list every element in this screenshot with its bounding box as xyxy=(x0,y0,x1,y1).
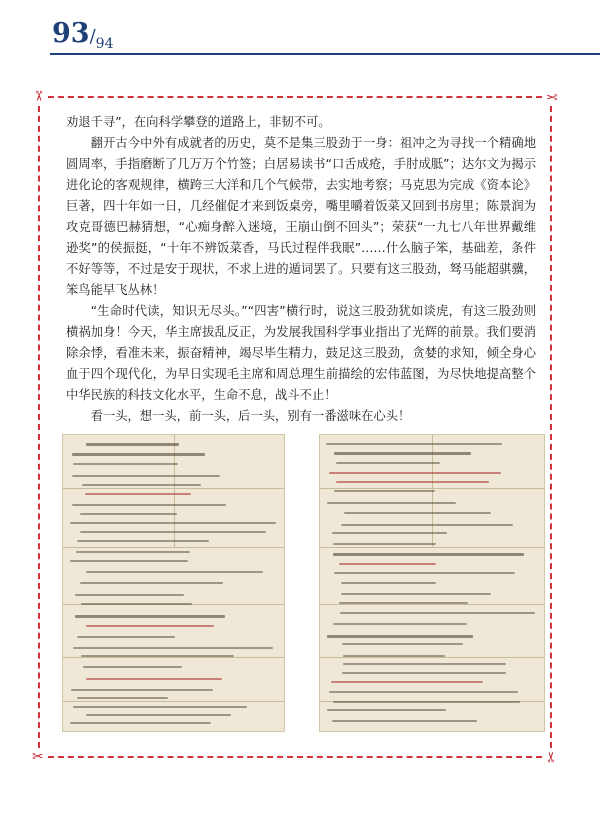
manuscript-divider xyxy=(63,547,284,548)
article-paragraph: “生命时代读，知识无尽头。”“四害”横行时，说这三股劲犹如谈虎，有这三股劲则横祸加身！今天，华主席拔乱反正，为发展我国科学事业指出了光辉的前景。我们要消除余悸，看准未来，振奋精神，竭尽毕生精力，鼓足这三股劲，贪婪的求知，倾全身心血于四个现代化，为早日实现毛主席和周总理生前描绘的宏伟蓝图，为尽快地提高整个中华民族的科技文化水平，生命不息，战斗不止！ xyxy=(66,304,536,402)
article-paragraph: 劝退千寻”，在向科学攀登的道路上，非韧不可。 xyxy=(66,115,331,129)
handwriting-stroke xyxy=(73,647,273,649)
manuscript-divider xyxy=(320,547,544,548)
handwriting-stroke xyxy=(340,612,535,614)
handwriting-stroke xyxy=(333,623,467,625)
handwritten-manuscript-photo-left xyxy=(62,434,285,732)
handwriting-stroke xyxy=(329,472,501,474)
handwriting-stroke xyxy=(70,522,276,524)
handwriting-stroke xyxy=(80,531,266,533)
manuscript-divider xyxy=(63,701,284,702)
handwriting-stroke xyxy=(329,691,518,693)
handwriting-stroke xyxy=(334,490,435,492)
handwriting-stroke xyxy=(342,643,463,645)
handwriting-stroke xyxy=(76,551,190,553)
scissors-icon: ✂ xyxy=(29,90,46,102)
page-number-current: 93 xyxy=(52,18,90,49)
handwriting-stroke xyxy=(71,689,213,691)
handwriting-stroke xyxy=(341,582,436,584)
handwriting-stroke xyxy=(70,722,211,724)
handwriting-stroke xyxy=(343,663,506,665)
handwriting-stroke xyxy=(77,540,209,542)
article-paragraph: 看一头，想一头，前一头，后一头，别有一番滋味在心头！ xyxy=(90,409,411,423)
handwriting-stroke xyxy=(333,553,524,556)
handwriting-stroke xyxy=(336,462,440,464)
handwriting-stroke xyxy=(341,524,513,526)
handwriting-stroke xyxy=(333,701,520,703)
handwriting-stroke xyxy=(327,709,446,711)
article-paragraph: 翻开古今中外有成就者的历史，莫不是集三股劲于一身：祖冲之为寻找一个精确地圆周率，手指磨断了几万万个竹签；白居易读书“口舌成疮，手肘成胝”；达尔文为揭示进化论的客观规律，横跨三大洋和几个气候带，去实地考察；马克思为完成《资本论》巨著，四十年如一日，几经催促才来到饭桌旁，嘴里嚼着饭菜又回到书房里；陈景润为攻克哥德巴赫猜想，“心痴身醉入迷境，王崩山倒不回头”；荣获“一九七八年世界戴维逊奖”的侯振挺，“十年不辨饭菜香，马氏过程伴我眠”……什么脑子笨，基础差，条件不好等等，不过是安于现状，不求上进的遁词罢了。只要有这三股劲，驽马能超骐骥，笨鸟能早飞丛林！ xyxy=(66,136,536,297)
handwriting-stroke xyxy=(85,493,191,495)
handwriting-stroke xyxy=(342,672,506,674)
handwriting-stroke xyxy=(77,636,175,638)
handwriting-stroke xyxy=(70,560,188,562)
handwriting-stroke xyxy=(332,532,447,534)
page-number-total: 94 xyxy=(95,36,114,52)
handwriting-stroke xyxy=(344,512,491,514)
handwriting-stroke xyxy=(326,443,502,445)
handwriting-stroke xyxy=(334,572,515,574)
handwriting-stroke xyxy=(81,603,192,605)
handwriting-stroke xyxy=(339,602,468,604)
handwriting-stroke xyxy=(72,504,226,506)
manuscript-divider xyxy=(320,604,544,605)
scissors-icon: ✂ xyxy=(543,751,560,763)
manuscript-divider xyxy=(320,657,544,658)
scissors-icon: ✂ xyxy=(546,88,558,104)
header-rule xyxy=(50,53,600,55)
handwriting-stroke xyxy=(334,452,471,455)
handwriting-stroke xyxy=(80,582,223,584)
handwriting-stroke xyxy=(83,666,182,668)
page-number-slash: / xyxy=(89,26,96,47)
handwriting-stroke xyxy=(75,594,184,596)
handwriting-stroke xyxy=(86,443,179,446)
handwriting-stroke xyxy=(72,475,220,477)
handwriting-stroke xyxy=(86,714,231,716)
handwriting-stroke xyxy=(73,463,178,465)
handwriting-stroke xyxy=(331,681,483,683)
page-number xyxy=(52,18,114,52)
handwriting-stroke xyxy=(80,513,177,515)
handwriting-stroke xyxy=(86,571,263,573)
handwriting-stroke xyxy=(333,543,436,545)
handwriting-stroke xyxy=(339,563,436,565)
handwriting-stroke xyxy=(77,697,168,699)
handwritten-manuscript-photo-right xyxy=(319,434,545,732)
article-body xyxy=(66,112,536,427)
handwriting-stroke xyxy=(75,615,225,618)
manuscript-divider xyxy=(63,657,284,658)
handwriting-stroke xyxy=(82,484,201,486)
handwriting-stroke xyxy=(327,635,473,638)
handwriting-stroke xyxy=(81,655,234,657)
handwriting-stroke xyxy=(343,655,445,657)
handwriting-stroke xyxy=(86,625,214,627)
scissors-icon: ✂ xyxy=(32,749,44,765)
handwriting-stroke xyxy=(73,706,247,708)
handwriting-stroke xyxy=(336,481,489,483)
handwriting-stroke xyxy=(327,502,456,504)
handwriting-stroke xyxy=(72,453,205,456)
handwriting-stroke xyxy=(341,593,491,595)
handwriting-stroke xyxy=(332,720,477,722)
handwriting-stroke xyxy=(86,678,222,680)
